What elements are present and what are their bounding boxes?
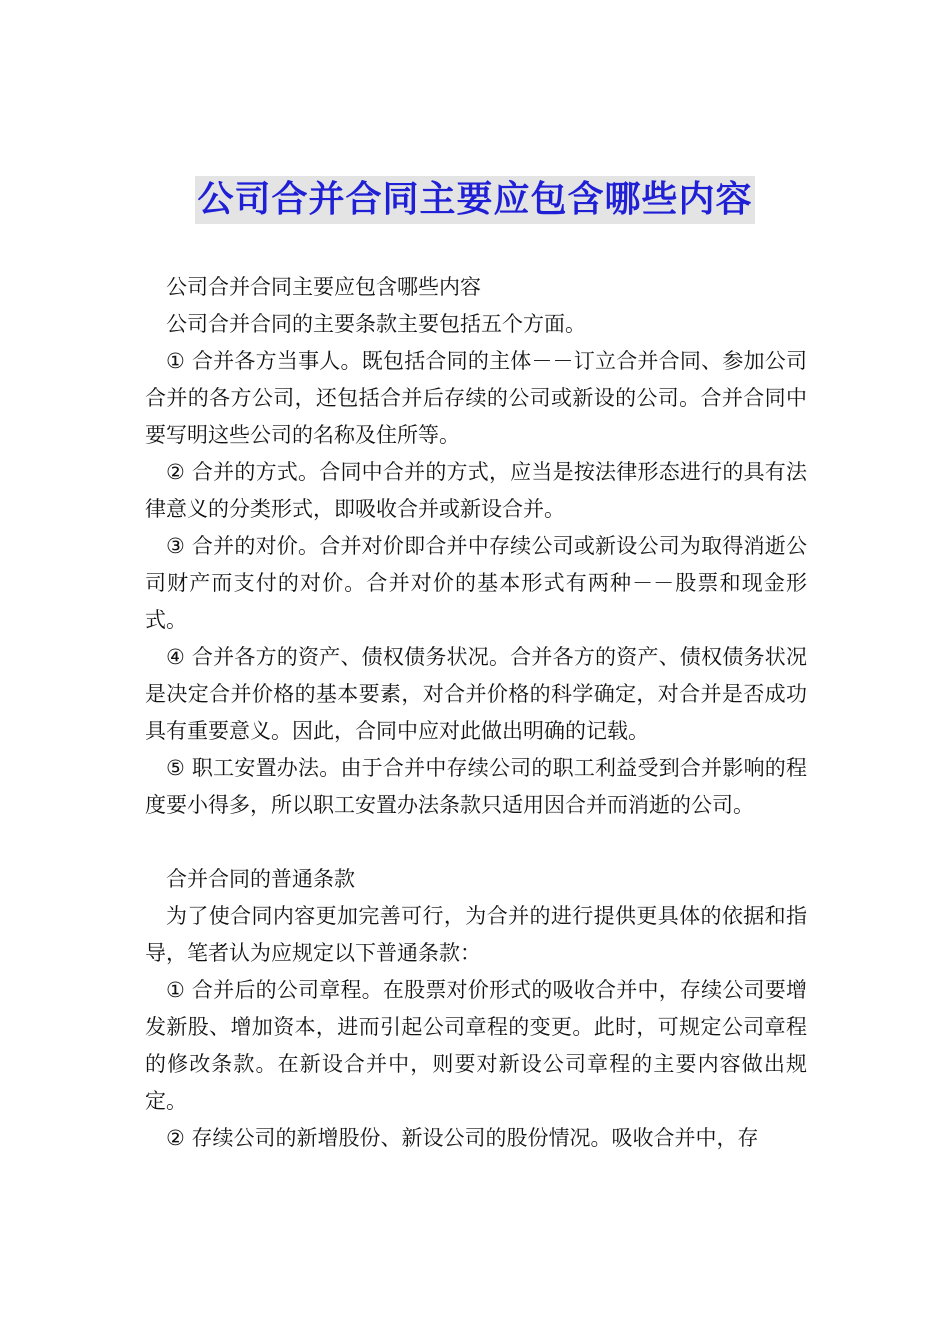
- section-spacer: [145, 824, 807, 861]
- paragraph: ② 合并的方式。合同中合并的方式，应当是按法律形态进行的具有法律意义的分类形式，即吸收合并或新设合并。: [145, 460, 807, 521]
- document-body: [145, 269, 807, 1157]
- paragraph: 公司合并合同的主要条款主要包括五个方面。: [166, 312, 586, 336]
- paragraph: 为了使合同内容更加完善可行，为合并的进行提供更具体的依据和指导，笔者认为应规定以下普通条款：: [145, 904, 807, 965]
- section-heading: 公司合并合同主要应包含哪些内容: [166, 275, 481, 299]
- paragraph: ⑤ 职工安置办法。由于合并中存续公司的职工利益受到合并影响的程度要小得多，所以职工安置办法条款只适用因合并而消逝的公司。: [145, 756, 807, 817]
- paragraph: ③ 合并的对价。合并对价即合并中存续公司或新设公司为取得消逝公司财产而支付的对价。合并对价的基本形式有两种－－股票和现金形式。: [145, 534, 807, 632]
- section-heading: 合并合同的普通条款: [166, 867, 355, 891]
- title-container: [0, 176, 950, 224]
- paragraph: ④ 合并各方的资产、债权债务状况。合并各方的资产、债权债务状况是决定合并价格的基本要素，对合并价格的科学确定，对合并是否成功具有重要意义。因此，合同中应对此做出明确的记载。: [145, 645, 807, 743]
- paragraph: ② 存续公司的新增股份、新设公司的股份情况。吸收合并中，存: [166, 1126, 759, 1150]
- document-title: 公司合并合同主要应包含哪些内容: [195, 176, 754, 224]
- paragraph: ① 合并后的公司章程。在股票对价形式的吸收合并中，存续公司要增发新股、增加资本，进而引起公司章程的变更。此时，可规定公司章程的修改条款。在新设合并中，则要对新设公司章程的主要内容做出规定。: [145, 978, 807, 1113]
- paragraph: ① 合并各方当事人。既包括合同的主体－－订立合并合同、参加公司合并的各方公司，还包括合并后存续的公司或新设的公司。合并合同中要写明这些公司的名称及住所等。: [145, 349, 807, 447]
